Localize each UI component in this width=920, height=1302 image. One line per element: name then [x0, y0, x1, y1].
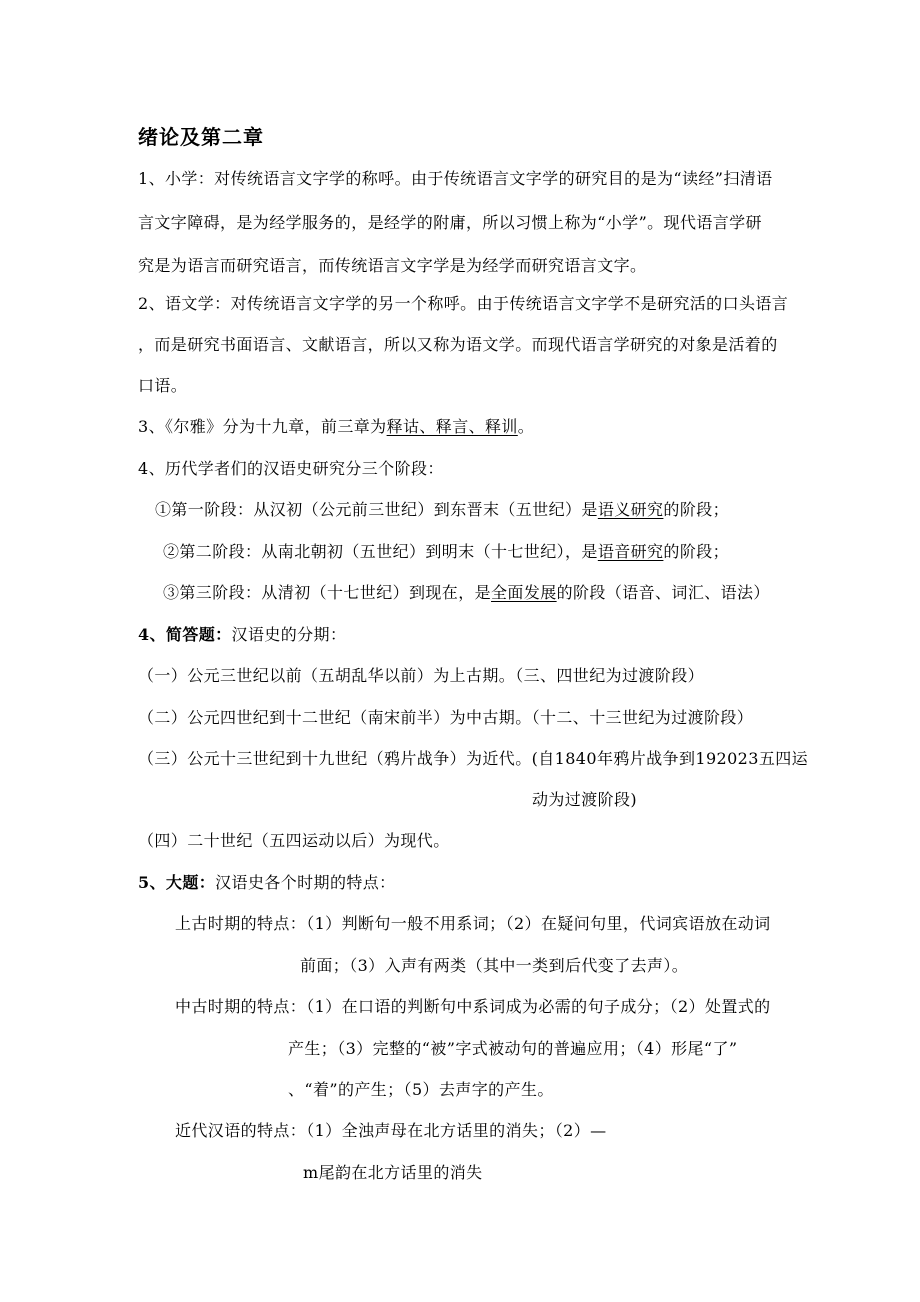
stage-1-underlined: 语义研究 — [597, 500, 664, 519]
period-3-line-2: 动为过渡阶段) — [532, 790, 638, 809]
q2-line-1: 2、语文学：对传统语言文字学的另一个称呼。由于传统语言文字学不是研究活的口头语言 — [138, 294, 789, 313]
q4-stage-3 — [163, 582, 770, 604]
stage-2-suffix: 的阶段； — [663, 542, 730, 561]
q4-stage-2 — [163, 541, 729, 563]
middle-line-3: 、“着”的产生；（5）去声字的产生。 — [288, 1080, 554, 1099]
q4b-label: 4、简答题： — [138, 625, 232, 644]
ancient-line-1: 上古时期的特点：（1）判断句一般不用系词；（2）在疑问句里，代词宾语放在动词 — [175, 914, 771, 933]
middle-line-2: 产生；（3）完整的“被”字式被动句的普遍应用；（4）形尾“了” — [288, 1039, 738, 1058]
q2-line-3: 口语。 — [138, 376, 188, 395]
q2-line-2: ，而是研究书面语言、文献语言，所以又称为语文学。而现代语言学研究的对象是活着的 — [138, 335, 778, 354]
q5-label: 5、大题： — [138, 873, 216, 892]
q4b-text: 汉语史的分期： — [231, 625, 347, 644]
q3-line — [138, 416, 534, 438]
q3-underlined-terms: 释诂、释言、释训 — [386, 417, 518, 436]
stage-2-prefix: ②第二阶段：从南北朝初（五世纪）到明末（十七世纪），是 — [163, 542, 598, 561]
stage-2-underlined: 语音研究 — [597, 542, 664, 561]
q1-line-2: 言文字障碍，是为经学服务的，是经学的附庸，所以习惯上称为“小学”。现代语言学研 — [138, 213, 762, 232]
q1-line-3: 究是为语言而研究语言，而传统语言文字学是为经学而研究语言文字。 — [138, 256, 647, 275]
period-4: （四）二十世纪（五四运动以后）为现代。 — [138, 831, 450, 850]
modern-line-2: m尾韵在北方话里的消失 — [303, 1163, 483, 1182]
stage-3-prefix: ③第三阶段：从清初（十七世纪）到现在，是 — [163, 583, 492, 602]
q4b-heading — [138, 624, 346, 646]
q5-heading — [138, 872, 396, 894]
stage-1-prefix: ①第一阶段：从汉初（公元前三世纪）到东晋末（五世纪）是 — [155, 500, 598, 519]
stage-3-suffix: 的阶段（语音、词汇、语法） — [556, 583, 770, 602]
ancient-line-2: 前面；（3）入声有两类（其中一类到后代变了去声）。 — [300, 956, 689, 975]
middle-line-1: 中古时期的特点：（1）在口语的判断句中系词成为必需的句子成分；（2）处置式的 — [175, 997, 771, 1016]
q3-prefix: 3、《尔雅》分为十九章，前三章为 — [138, 417, 387, 436]
q4-heading: 4、历代学者们的汉语史研究分三个阶段： — [138, 459, 444, 478]
q5-text: 汉语史各个时期的特点： — [215, 873, 396, 892]
period-1: （一）公元三世纪以前（五胡乱华以前）为上古期。（三、四世纪为过渡阶段） — [138, 666, 705, 685]
stage-1-suffix: 的阶段； — [663, 500, 730, 519]
page-title: 绪论及第二章 — [138, 125, 264, 149]
q4-stage-1 — [155, 499, 729, 521]
modern-line-1: 近代汉语的特点：（1）全浊声母在北方话里的消失；（2）— — [175, 1121, 607, 1140]
stage-3-underlined: 全面发展 — [491, 583, 557, 602]
q3-suffix: 。 — [517, 417, 535, 436]
period-2: （二）公元四世纪到十二世纪（南宋前半）为中古期。（十二、十三世纪为过渡阶段） — [138, 708, 754, 727]
period-3-line-1: （三）公元十三世纪到十九世纪（鸦片战争）为近代。(自1840年鸦片战争到192023五四运 — [138, 749, 809, 768]
q1-line-1: 1、小学：对传统语言文字学的称呼。由于传统语言文字学的研究目的是为“读经”扫清语 — [138, 169, 773, 188]
